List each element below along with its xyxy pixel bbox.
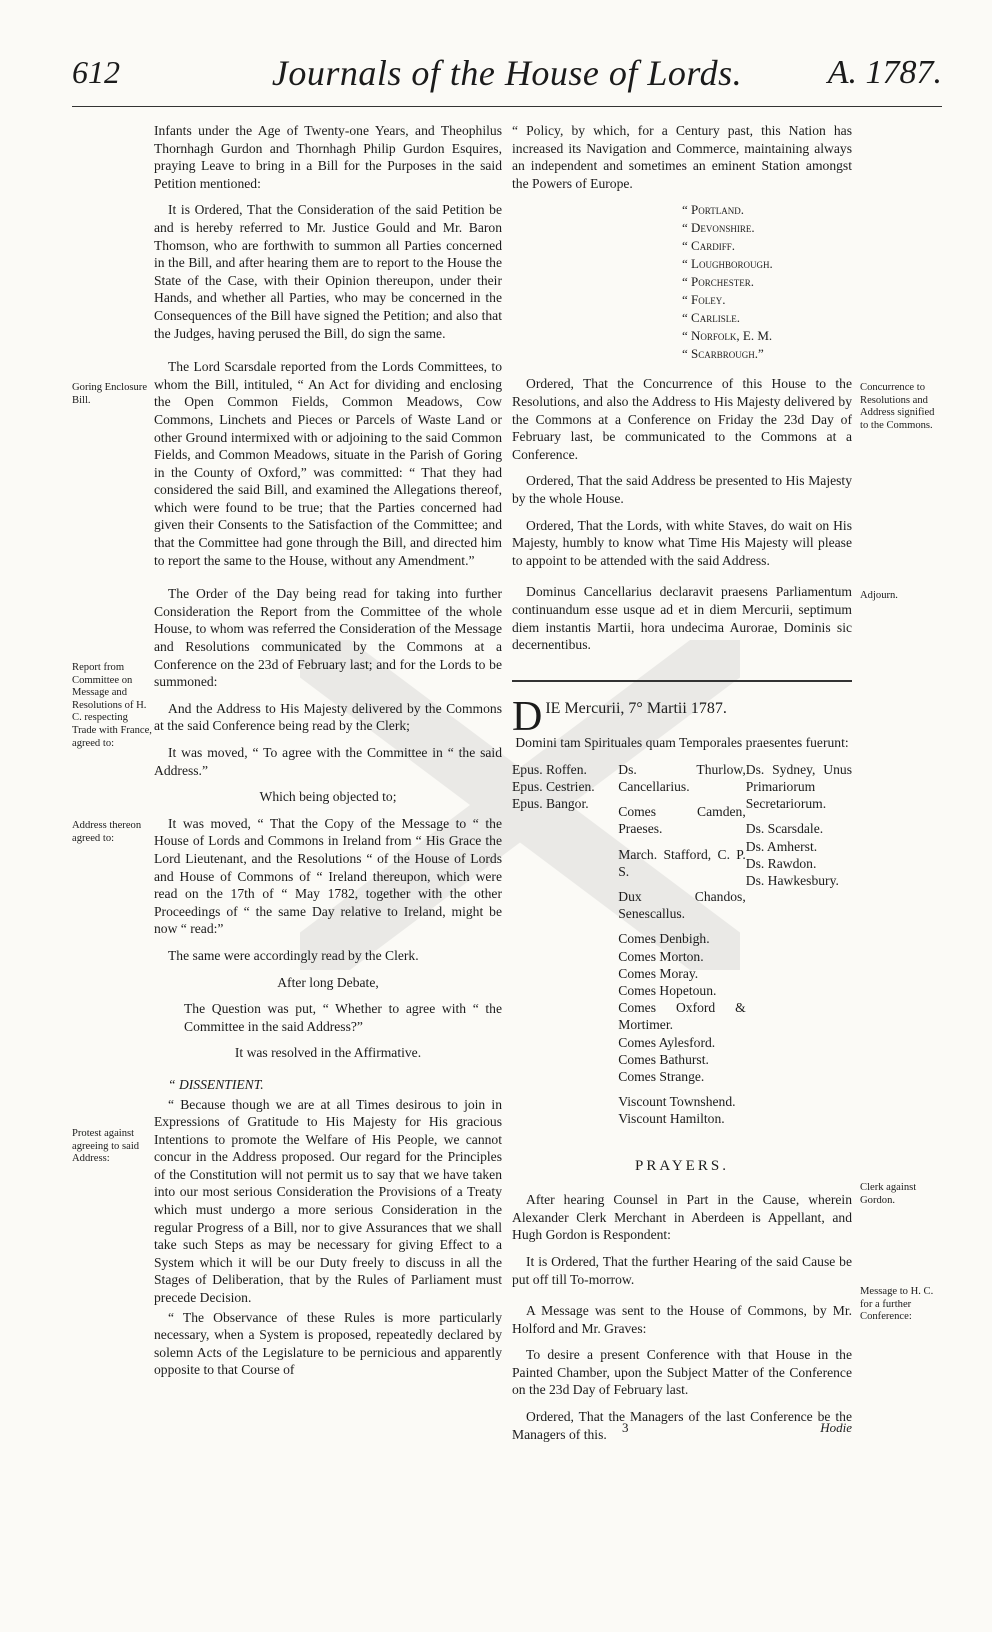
dissentient-heading: “ DISSENTIENT. <box>168 1076 264 1092</box>
margin-note-goring: Goring Enclosure Bill. <box>72 382 148 406</box>
put-off-paragraph: It is Ordered, That the further Hearing of the said Cause be put off till To-morrow. <box>512 1253 852 1287</box>
read-by-clerk-line: The same were accordingly read by the Clerk. <box>168 947 419 963</box>
lord-entry: Comes Moray. <box>618 965 699 981</box>
day-heading <box>512 693 852 740</box>
left-column <box>154 122 502 1388</box>
lord-entry: Epus. Roffen. <box>512 761 587 777</box>
signatory: “ Norfolk, E. M. <box>682 328 773 344</box>
day-heading-text: IE Mercurii, 7° Martii 1787. <box>545 699 727 717</box>
signatory: “ Loughborough. <box>682 256 773 272</box>
margin-note-clerk: Clerk against Gordon. <box>860 1182 917 1206</box>
signatories-list <box>512 201 852 363</box>
margin-note-adjourn: Adjourn. <box>860 590 898 601</box>
order-of-day-paragraph: The Order of the Day being read for taking into further Consideration the Report from the Committee of the whole House, to whom was referred the Consideration of the Message and Resolutions communicated by the Commons at a Conference on the 23d of February last; and for the Lords to be summoned: <box>154 586 502 690</box>
counsel-paragraph: After hearing Counsel in Part in the Cause, wherein Alexander Clerk Merchant in Aberdeen is Appellant, and Hugh Gordon is Respondent: <box>512 1192 852 1243</box>
margin-note-concurrence: Concurrence to Resolutions and Address signified to the Commons. <box>860 382 935 431</box>
lord-entry: Comes Aylesford. <box>618 1034 716 1050</box>
lord-entry: Ds. Amherst. <box>745 838 818 854</box>
lord-entry: Ds. Scarsdale. <box>745 821 824 837</box>
year-label: A. 1787. <box>827 54 942 91</box>
lord-entry: Comes Camden, Praeses. <box>618 804 746 837</box>
margin-note-message: Message to H. C. for a further Conference: <box>860 1286 934 1323</box>
lord-entry: Comes Oxford & Mortimer. <box>618 1000 746 1033</box>
lord-entry: Dux Chandos, Senescallus. <box>618 888 746 922</box>
lord-entry: Comes Strange. <box>618 1068 705 1084</box>
adjourn-paragraph: Dominus Cancellarius declaravit praesens Parliamentum continuandum esse usque ad et in diem Mercurii, septimum diem instantis Martii, hora undecima Aurorae, Dominis sic decernentibus. <box>512 584 852 653</box>
lord-entry: March. Stafford, C. P. S. <box>618 846 746 879</box>
lords-column-bishops <box>512 761 618 1128</box>
moved-copy-paragraph: It was moved, “ That the Copy of the Message to “ the House of Lords and Commons in Ireland from “ His Grace the Lord Lieutenant, and the Resolutions “ of the House of Lords and House of Commons of “ Ireland thereupon, which were read on the 17th of “ May 1782, together with the other Proceedings of “ the same Day relative to Ireland, might be now “ read:” <box>154 815 502 937</box>
margin-note-report: Report from Committee on Message and Resolutions of H. C. respecting Trade with France, agreed to: <box>72 662 152 749</box>
signatory: “ Portland. <box>682 202 744 218</box>
lord-entry: Viscount Townshend. <box>618 1094 736 1110</box>
lord-entry: Ds. Thurlow, Cancellarius. <box>618 761 746 794</box>
lord-entry: Viscount Hamilton. <box>618 1111 725 1127</box>
present-line: Domini tam Spirituales quam Temporales praesentes fuerunt: <box>515 734 849 750</box>
page-header <box>72 52 942 102</box>
lord-entry: Epus. Cestrien. <box>512 778 595 794</box>
moved-agree-paragraph: It was moved, “ To agree with the Committee in “ the said Address.” <box>154 745 502 778</box>
lords-column-peers <box>618 761 746 1128</box>
presented-paragraph: Ordered, That the said Address be presented to His Majesty by the whole House. <box>512 473 852 506</box>
margin-note-address: Address thereon agreed to: <box>72 820 142 844</box>
journal-title: Journals of the House of Lords. <box>271 53 743 93</box>
debate-line: After long Debate, <box>277 974 379 990</box>
header-rule <box>72 106 942 107</box>
infants-paragraph: Infants under the Age of Twenty-one Years, and Theophilus Thornhagh Gurdon and Thornhagh Philip Gurdon Esquires, praying Leave to bring in a Bill for the Purposes in the said Petition mentioned: <box>154 123 502 191</box>
question-line: The Question was put, “ Whether to agree with “ the Committee in the said Address?” <box>184 1001 502 1034</box>
signatory: “ Scarbrough.” <box>682 346 764 362</box>
address-read-paragraph: And the Address to His Majesty delivered by the Commons at the said Conference being read by the Clerk; <box>154 700 502 734</box>
because-paragraph: “ Because though we are at all Times desirous to join in Expressions of Gratitude to His Majesty for His gracious Intentions to promote the Welfare of His People, we cannot concur in the Address proposed. Our regard for the Principles of the Constitution will not permit us to say that we have taken into our most serious Consideration the Provisions of a Treaty which must undergo a more serious Consideration in the regular Progress of a Bill, nor to give Assurances that we shall take such Steps as may be necessary for giving Effect to a System which it will be our Duty freely to discuss in all the Stages of Deliberation, that by the Rules of Parliament must precede Decision. <box>154 1096 502 1306</box>
day-drop-cap: D <box>512 693 543 740</box>
signatory: “ Foley. <box>682 292 726 308</box>
lords-column-barons <box>746 761 852 1128</box>
objected-line: Which being objected to; <box>259 789 397 805</box>
goring-report-paragraph: The Lord Scarsdale reported from the Lords Committees, to whom the Bill, intituled, “ An Act for dividing and enclosing the Open Common Fields, Common Meadows, Cow Commons, Linchets and Pieces or Parcels of Waste Land or other Ground intermixed with or adjoining to the said Common Fields, and Common Meadows, situate in the Parish of Goring in the County of Oxford,” was committed: “ That they had considered the said Bill, and examined the Allegations thereof, which were found to be true; that the Parties concerned had given their Consents to the Satisfaction of the Committee; and that the Committee had gone through the Bill, and directed him to report the same to the House, without any Amendment.” <box>154 359 502 568</box>
resolved-line: It was resolved in the Affirmative. <box>234 1045 422 1061</box>
desire-paragraph: To desire a present Conference with that House in the Painted Chamber, upon the Subject Matter of the Conference on the 23d Day of February last. <box>512 1347 852 1398</box>
lord-entry: Comes Morton. <box>618 948 704 964</box>
managers-paragraph: Ordered, That the Managers of the last Conference be the Managers of this. <box>512 1409 852 1442</box>
message-paragraph: A Message was sent to the House of Commons, by Mr. Holford and Mr. Graves: <box>512 1303 852 1336</box>
concurrence-paragraph: Ordered, That the Concurrence of this House to the Resolutions, and also the Address to His Majesty delivered by the Commons at a Conference on Friday the 23d Day of February last, be communicated to the Commons at a Conference. <box>512 376 852 462</box>
prayers-heading: PRAYERS. <box>635 1157 729 1174</box>
signatory: “ Carlisle. <box>682 310 740 326</box>
margin-note-protest: Protest against agreeing to said Address: <box>72 1128 140 1165</box>
white-staves-paragraph: Ordered, That the Lords, with white Staves, do wait on His Majesty, humbly to know what Time His Majesty will please to appoint to be attended with the said Address. <box>512 517 852 568</box>
lord-entry: Ds. Sydney, Unus Primariorum Secretariorum. <box>745 761 852 812</box>
day-separator-rule <box>512 680 852 682</box>
signatory: “ Devonshire. <box>682 220 755 236</box>
signature-mark: 3 <box>622 1420 629 1435</box>
lord-entry: Ds. Hawkesbury. <box>745 872 839 888</box>
right-column <box>512 122 852 1452</box>
catchword: Hodie <box>820 1420 852 1435</box>
lord-entry: Epus. Bangor. <box>512 796 589 812</box>
lord-entry: Comes Hopetoun. <box>618 982 717 998</box>
policy-paragraph: “ Policy, by which, for a Century past, this Nation has increased its Navigation and Commerce, maintaining always an independent and sometimes an eminent Station amongst the Powers of Europe. <box>512 123 852 191</box>
signatory: “ Porchester. <box>682 274 755 290</box>
lords-present-list <box>512 761 852 1128</box>
lord-entry: Comes Bathurst. <box>618 1051 709 1067</box>
lord-entry: Ds. Rawdon. <box>745 855 817 871</box>
ordered-judges-paragraph: It is Ordered, That the Consideration of the said Petition be and is hereby referred to Mr. Justice Gould and Mr. Baron Thomson, who are forthwith to summon all Parties concerned in the Bill, and after hearing them are to report to the House the State of the Case, with their Opinion thereupon, under their Hands, and whether all Parties, who may be concerned in the Consequences of the Bill have signed the Petition; and also that the Judges, having perused the Bill, do sign the same. <box>154 202 502 341</box>
lord-entry: Comes Denbigh. <box>618 931 710 947</box>
observance-paragraph: “ The Observance of these Rules is more particularly necessary, when a System is proposed, repeatedly declared by solemn Acts of the Legislature to be pernicious and apparently opposite to that Course of <box>154 1309 502 1378</box>
signatory: “ Cardiff. <box>682 238 735 254</box>
page-number: 612 <box>72 54 120 90</box>
